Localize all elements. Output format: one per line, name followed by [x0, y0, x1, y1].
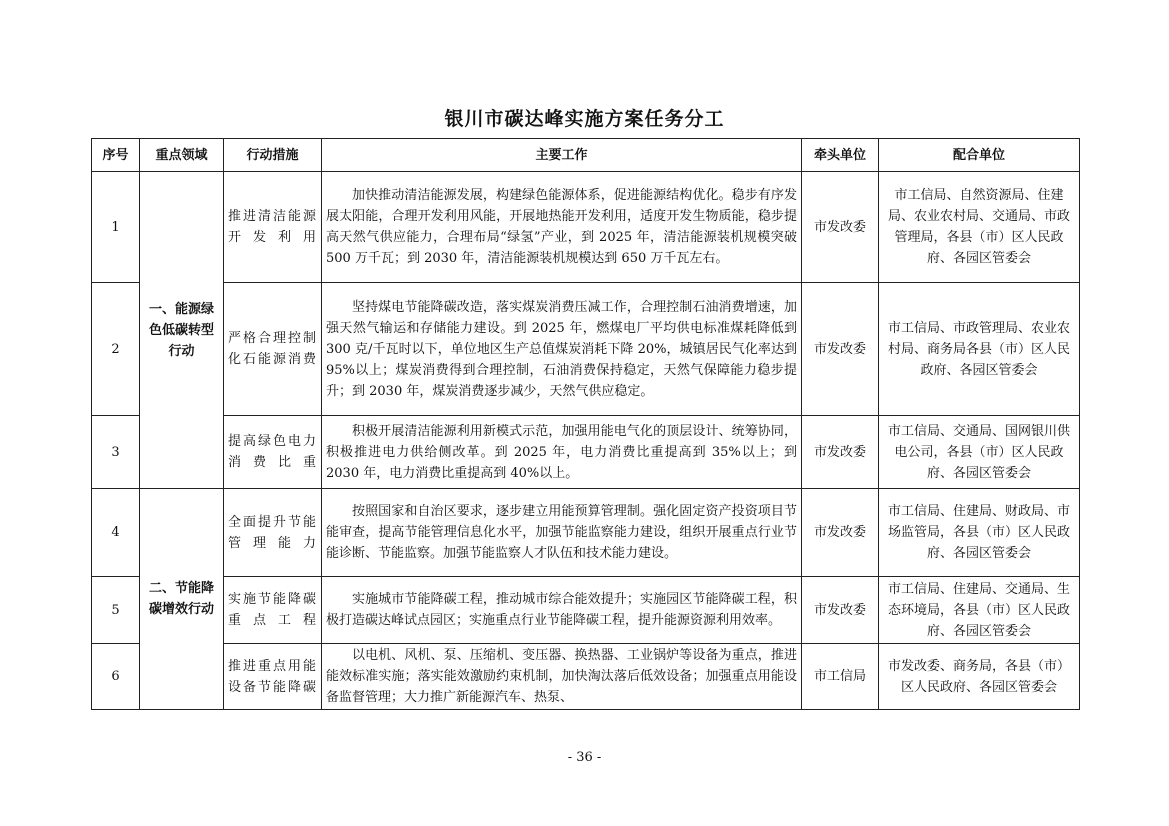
table-row	[92, 416, 1080, 489]
row-work: 加快推动清洁能源发展，构建绿色能源体系，促进能源结构优化。稳步有序发展太阳能，合理开发利用风能，开展地热能开发利用，适度开发生物质能，稳步提高天然气供应能力，合理布局“绿氢”产业，到 2025 年，清洁能源装机规模突破 500 万千瓦；到 2030 年，清洁能源装机规模达到 650 万千瓦左右。	[322, 172, 802, 283]
table-row	[92, 172, 1080, 283]
row-work: 实施城市节能降碳工程，推动城市综合能效提升；实施园区节能降碳工程，积极打造碳达峰试点园区；实施重点行业节能降碳工程，提升能源资源利用效率。	[322, 577, 802, 644]
row-num: 5	[92, 577, 140, 644]
row-action: 全面提升节能管理能力	[224, 489, 322, 577]
table-row	[92, 644, 1080, 710]
header-coop: 配合单位	[879, 139, 1080, 172]
header-action: 行动措施	[224, 139, 322, 172]
row-work: 坚持煤电节能降碳改造，落实煤炭消费压减工作，合理控制石油消费增速，加强天然气输运和存储能力建设。到 2025 年，燃煤电厂平均供电标准煤耗降低到 300 克/千瓦时以下，单位地区生产总值煤炭消耗下降 20%，城镇居民气化率达到 95%以上；煤炭消费得到合理控制，石油消费保持稳定，天然气保障能力稳步提升；到 2030 年，煤炭消费逐步减少，天然气供应稳定。	[322, 283, 802, 416]
row-coop: 市工信局、交通局、国网银川供电公司，各县（市）区人民政府、各园区管委会	[879, 416, 1080, 489]
row-coop: 市工信局、住建局、交通局、生态环境局，各县（市）区人民政府、各园区管委会	[879, 577, 1080, 644]
row-num: 1	[92, 172, 140, 283]
row-num: 4	[92, 489, 140, 577]
row-lead: 市工信局	[802, 644, 879, 710]
table-row	[92, 283, 1080, 416]
row-work: 按照国家和自治区要求，逐步建立用能预算管理制。强化固定资产投资项目节能审查，提高节能管理信息化水平，加强节能监察能力建设，组织开展重点行业节能诊断、节能监察。加强节能监察人才队伍和技术能力建设。	[322, 489, 802, 577]
row-lead: 市发改委	[802, 283, 879, 416]
header-work: 主要工作	[322, 139, 802, 172]
row-num: 3	[92, 416, 140, 489]
row-action: 严格合理控制化石能源消费	[224, 283, 322, 416]
row-work: 积极开展清洁能源利用新模式示范，加强用能电气化的顶层设计、统筹协同，积极推进电力供给侧改革。到 2025 年，电力消费比重提高到 35%以上；到 2030 年，电力消费比重提高到 40%以上。	[322, 416, 802, 489]
row-action: 提高绿色电力消费比重	[224, 416, 322, 489]
table-row	[92, 489, 1080, 577]
row-lead: 市发改委	[802, 577, 879, 644]
row-num: 2	[92, 283, 140, 416]
row-coop: 市工信局、住建局、财政局、市场监管局，各县（市）区人民政府、各园区管委会	[879, 489, 1080, 577]
row-action: 实施节能降碳重点工程	[224, 577, 322, 644]
area-cell: 一、能源绿色低碳转型行动	[140, 172, 224, 489]
table-row	[92, 577, 1080, 644]
page-number: - 36 -	[567, 750, 602, 765]
row-num: 6	[92, 644, 140, 710]
row-coop: 市工信局、市政管理局、农业农村局、商务局各县（市）区人民政府、各园区管委会	[879, 283, 1080, 416]
header-area: 重点领域	[140, 139, 224, 172]
row-work: 以电机、风机、泵、压缩机、变压器、换热器、工业锅炉等设备为重点，推进能效标准实施；落实能效激励约束机制，加快淘汰落后低效设备；加强重点用能设备监督管理；大力推广新能源汽车、热泵、	[322, 644, 802, 710]
header-num: 序号	[92, 139, 140, 172]
area-cell: 二、节能降碳增效行动	[140, 489, 224, 710]
row-lead: 市发改委	[802, 172, 879, 283]
table-header-row	[92, 139, 1080, 172]
task-table	[91, 138, 1080, 710]
row-action: 推进清洁能源开发利用	[224, 172, 322, 283]
row-coop: 市发改委、商务局，各县（市）区人民政府、各园区管委会	[879, 644, 1080, 710]
document-title: 银川市碳达峰实施方案任务分工	[444, 108, 725, 130]
header-lead: 牵头单位	[802, 139, 879, 172]
row-action: 推进重点用能设备节能降碳	[224, 644, 322, 710]
row-lead: 市发改委	[802, 489, 879, 577]
row-lead: 市发改委	[802, 416, 879, 489]
row-coop: 市工信局、自然资源局、住建局、农业农村局、交通局、市政管理局，各县（市）区人民政府、各园区管委会	[879, 172, 1080, 283]
